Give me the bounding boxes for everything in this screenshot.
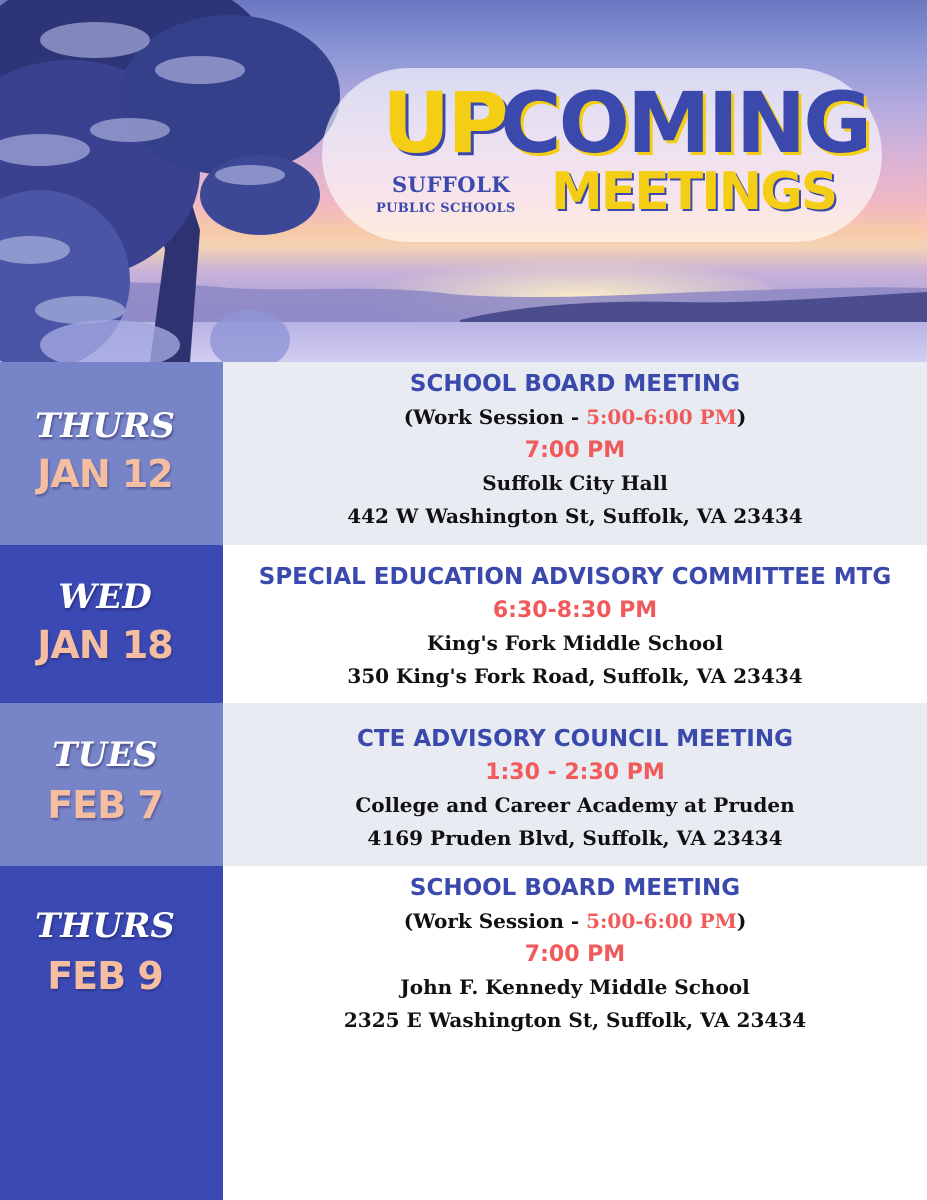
meeting-day: THURS	[35, 406, 175, 446]
meeting-date: FEB 9	[47, 954, 163, 998]
info-cell	[223, 703, 927, 866]
info-cell	[223, 362, 927, 545]
district-subtitle: PUBLIC SCHOOLS	[376, 201, 516, 216]
meeting-date: JAN 18	[37, 623, 173, 667]
meeting-row	[0, 866, 927, 1200]
meeting-title: SCHOOL BOARD MEETING	[409, 875, 741, 901]
meeting-address: 4169 Pruden Blvd, Suffolk, VA 23434	[367, 826, 783, 850]
title-up: UP	[382, 74, 506, 172]
meeting-title: SPECIAL EDUCATION ADVISORY COMMITTEE MTG	[258, 564, 892, 590]
meeting-row	[0, 545, 927, 703]
info-cell	[223, 866, 927, 1200]
meeting-time: 6:30-8:30 PM	[492, 598, 658, 623]
meetings-list	[0, 362, 927, 1200]
meeting-address: 350 King's Fork Road, Suffolk, VA 23434	[347, 664, 803, 688]
meeting-location: Suffolk City Hall	[482, 471, 668, 495]
title-meetings: MEETINGS	[551, 162, 837, 222]
meeting-location: King's Fork Middle School	[426, 631, 724, 655]
meeting-title: SCHOOL BOARD MEETING	[409, 371, 741, 397]
meeting-location: John F. Kennedy Middle School	[400, 975, 750, 999]
meeting-day: WED	[58, 577, 152, 617]
meeting-address: 2325 E Washington St, Suffolk, VA 23434	[343, 1008, 807, 1032]
meeting-location: College and Career Academy at Pruden	[355, 793, 795, 817]
work-session-line: (Work Session - 5:00-6:00 PM)	[403, 405, 747, 429]
meeting-date: FEB 7	[47, 783, 163, 827]
work-session-time: 5:00-6:00 PM	[586, 909, 737, 933]
meeting-address: 442 W Washington St, Suffolk, VA 23434	[347, 504, 803, 528]
header-banner	[0, 0, 927, 362]
meeting-row	[0, 703, 927, 866]
meeting-day: THURS	[35, 906, 175, 946]
meeting-row	[0, 362, 927, 545]
title-coming: COMING	[500, 74, 870, 172]
meeting-title: CTE ADVISORY COUNCIL MEETING	[357, 726, 793, 752]
date-cell	[0, 866, 223, 1200]
date-cell	[0, 362, 223, 545]
work-session-line: (Work Session - 5:00-6:00 PM)	[403, 909, 747, 933]
meeting-time: 7:00 PM	[524, 438, 626, 463]
info-cell	[223, 545, 927, 703]
meeting-time: 1:30 - 2:30 PM	[485, 760, 665, 785]
meeting-day: TUES	[52, 735, 158, 775]
date-cell	[0, 703, 223, 866]
district-name: SUFFOLK	[392, 172, 511, 197]
date-cell	[0, 545, 223, 703]
meeting-date: JAN 12	[37, 452, 173, 496]
meeting-time: 7:00 PM	[524, 942, 626, 967]
work-session-time: 5:00-6:00 PM	[586, 405, 737, 429]
